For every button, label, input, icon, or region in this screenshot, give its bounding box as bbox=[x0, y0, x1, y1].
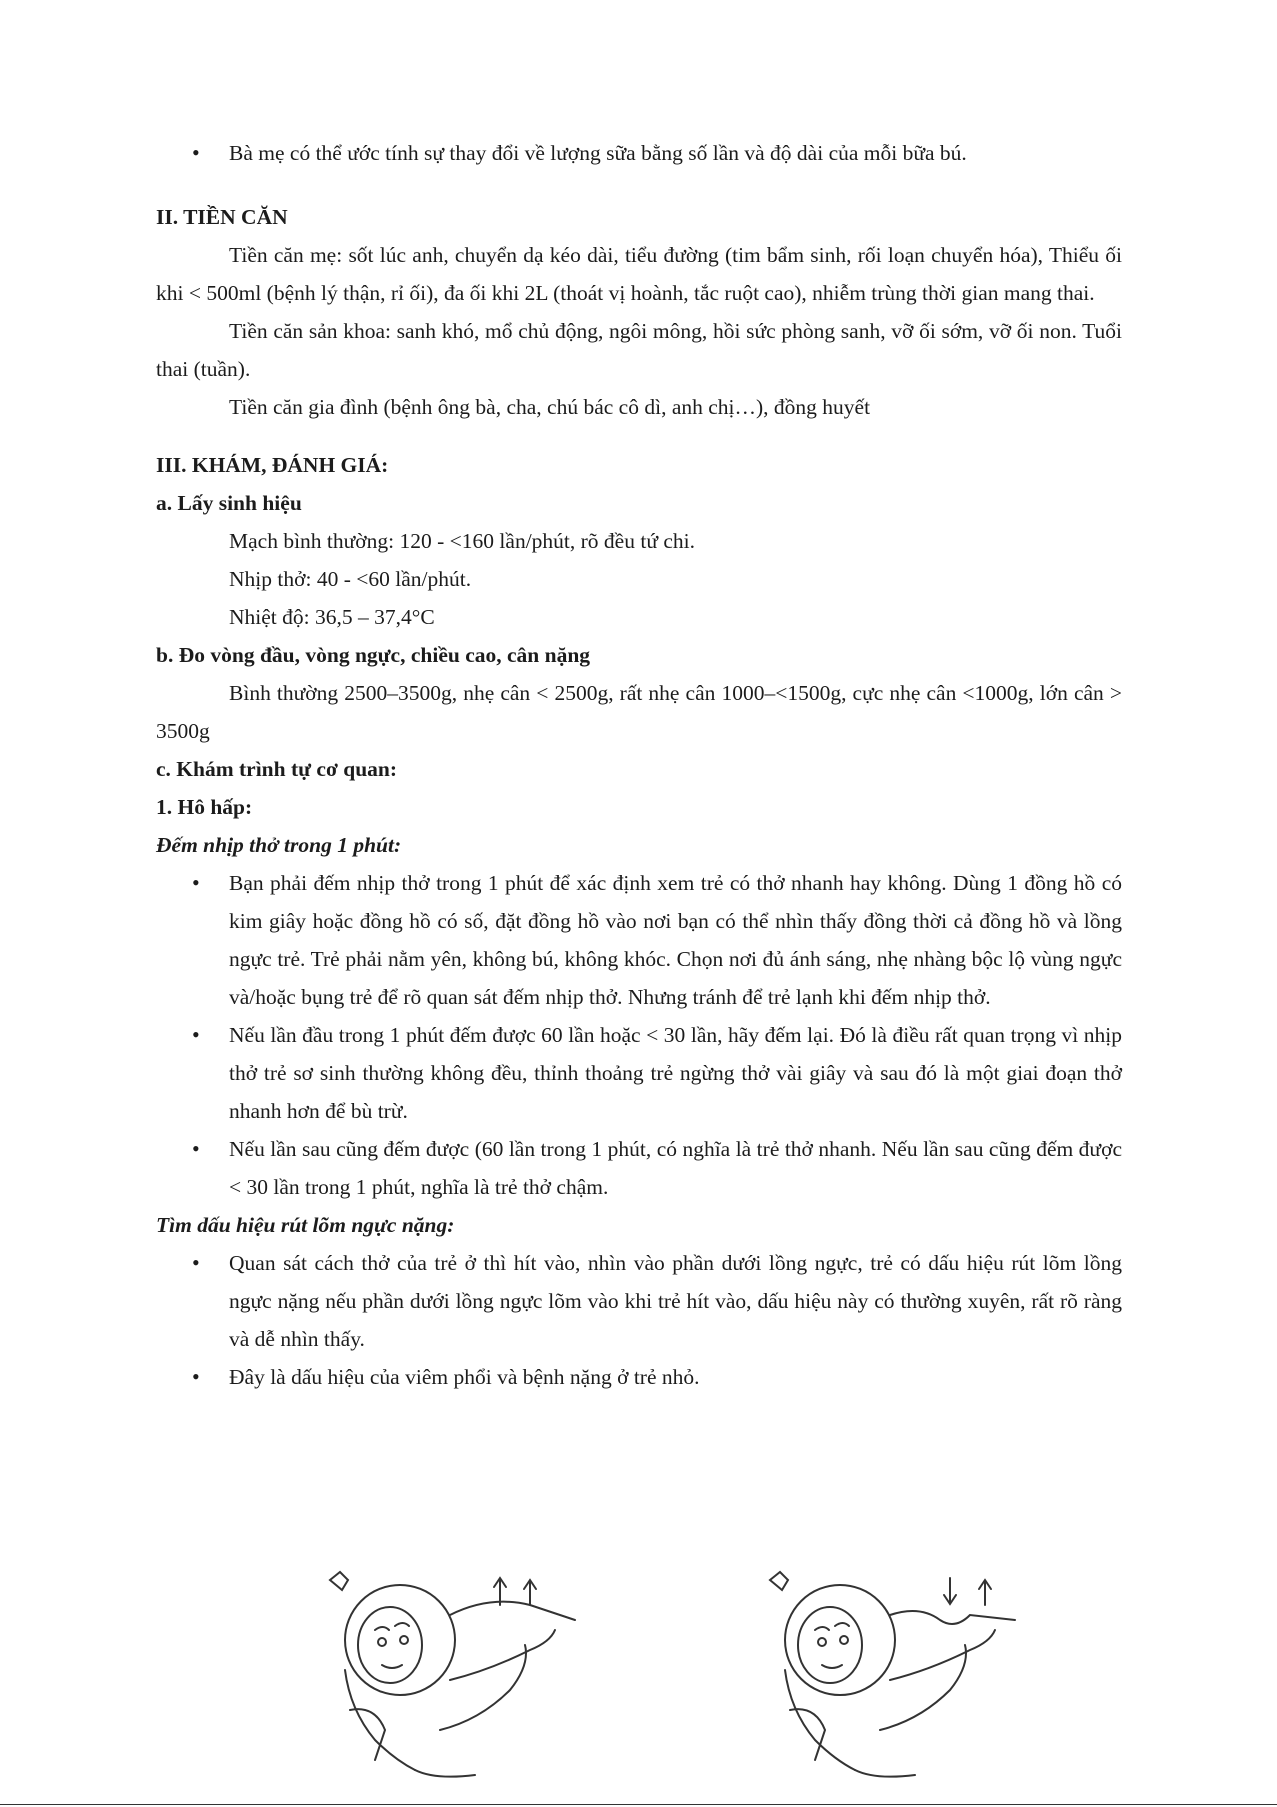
vital-respiration: Nhịp thở: 40 - <60 lần/phút. bbox=[229, 567, 472, 591]
maternal-history-paragraph: Tiền căn mẹ: sốt lúc anh, chuyển dạ kéo dài, tiểu đường (tim bẩm sinh, rối loạn chuyển hóa), Thiểu ối khi < 500ml (bệnh lý thận, rỉ ối), đa ối khi 2L (thoát vị hoành, tắc ruột cao), nhiễm trùng thời gian mang thai. bbox=[156, 243, 1122, 305]
weight-classification-paragraph: Bình thường 2500–3500g, nhẹ cân < 2500g, rất nhẹ cân 1000–<1500g, cực nhẹ cân <1000g, lớn cân > 3500g bbox=[156, 681, 1122, 743]
chest-indrawing-heading: Tìm dấu hiệu rút lõm ngực nặng: bbox=[156, 1213, 455, 1237]
count-bullet-1: • Bạn phải đếm nhịp thở trong 1 phút để xác định xem trẻ có thở nhanh hay không. Dùng 1 đồng hồ có kim giây hoặc đồng hồ có số, đặt đồng hồ vào nơi bạn có thể nhìn thấy đồng thời cả đồng hồ và lồng ngực trẻ. Trẻ phải nằm yên, không bú, không khóc. Chọn nơi đủ ánh sáng, nhẹ nhàng bộc lộ vùng ngực và/hoặc bụng trẻ để rõ quan sát đếm nhịp thở. Nhưng tránh để trẻ lạnh khi đếm nhịp thở. bbox=[156, 864, 1122, 1016]
vital-pulse: Mạch bình thường: 120 - <160 lần/phút, rõ đều tứ chi. bbox=[229, 529, 695, 553]
family-history-paragraph: Tiền căn gia đình (bệnh ông bà, cha, chú bác cô dì, anh chị…), đồng huyết bbox=[229, 395, 871, 419]
respiratory-heading: 1. Hô hấp: bbox=[156, 795, 253, 819]
infant-chest-indrawing-illustration bbox=[760, 1560, 1030, 1800]
vital-signs-heading: a. Lấy sinh hiệu bbox=[156, 491, 302, 515]
count-bullet-3: • Nếu lần sau cũng đếm được (60 lần trong 1 phút, có nghĩa là trẻ thở nhanh. Nếu lần sau cũng đếm được < 30 lần trong 1 phút, nghĩa là trẻ thở chậm. bbox=[156, 1130, 1122, 1206]
illustrations bbox=[300, 1560, 1120, 1800]
section-3-heading: III. KHÁM, ĐÁNH GIÁ: bbox=[156, 453, 389, 477]
section-2-heading: II. TIỀN CĂN bbox=[156, 205, 288, 229]
indrawing-bullet-1: • Quan sát cách thở của trẻ ở thì hít vào, nhìn vào phần dưới lồng ngực, trẻ có dấu hiệu rút lõm lồng ngực nặng nếu phần dưới lồng ngực lõm vào khi trẻ hít vào, dấu hiệu này có thường xuyên, rất rõ ràng và dễ nhìn thấy. bbox=[156, 1244, 1122, 1358]
count-bullet-2: • Nếu lần đầu trong 1 phút đếm được 60 lần hoặc < 30 lần, hãy đếm lại. Đó là điều rất quan trọng vì nhịp thở trẻ sơ sinh thường không đều, thỉnh thoảng trẻ ngừng thở vài giây và sau đó là một giai đoạn thở nhanh hơn để bù trừ. bbox=[156, 1016, 1122, 1130]
infant-normal-breathing-illustration bbox=[320, 1560, 590, 1800]
count-breathing-heading: Đếm nhịp thở trong 1 phút: bbox=[156, 833, 402, 857]
organ-exam-heading: c. Khám trình tự cơ quan: bbox=[156, 757, 398, 781]
obstetric-history-paragraph: Tiền căn sản khoa: sanh khó, mổ chủ động, ngôi mông, hồi sức phòng sanh, vỡ ối sớm, vỡ ối non. Tuổi thai (tuần). bbox=[156, 319, 1122, 381]
intro-bullet: • Bà mẹ có thể ước tính sự thay đổi về lượng sữa bằng số lần và độ dài của mỗi bữa bú. bbox=[156, 134, 1122, 172]
measurements-heading: b. Đo vòng đầu, vòng ngực, chiều cao, cân nặng bbox=[156, 643, 591, 667]
document-body bbox=[156, 134, 1122, 1396]
bottom-divider bbox=[0, 1804, 1277, 1805]
indrawing-bullet-2: • Đây là dấu hiệu của viêm phổi và bệnh nặng ở trẻ nhỏ. bbox=[156, 1358, 1122, 1396]
vital-temperature: Nhiệt độ: 36,5 – 37,4°C bbox=[229, 605, 435, 629]
